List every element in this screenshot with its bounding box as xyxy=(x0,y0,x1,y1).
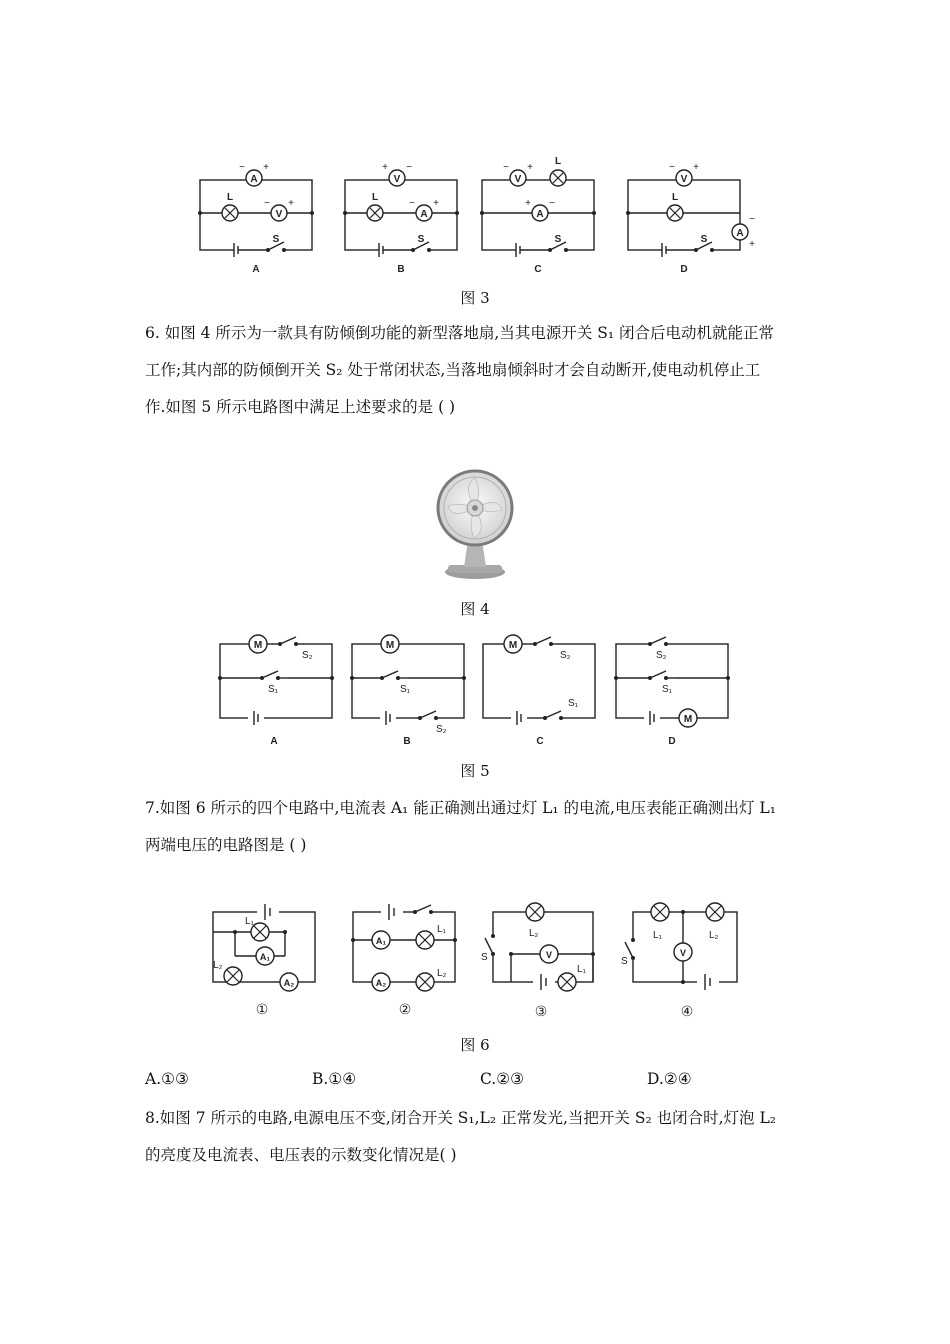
fig6-l2-3: L₂ xyxy=(529,928,539,939)
fig6-l1-4: L₁ xyxy=(653,930,662,941)
fig5-s2-a: S₂ xyxy=(302,650,313,661)
fig3-ammeter-c: A xyxy=(536,209,544,220)
fig5-s2-c: S₂ xyxy=(560,650,571,661)
fig3-label-c: C xyxy=(534,264,542,275)
fig6-v-4: V xyxy=(679,948,687,958)
q7-option-a: A.①③ xyxy=(145,1070,189,1088)
fig6-l2-2: L₂ xyxy=(437,968,447,979)
figure-4-caption: 图 4 xyxy=(460,600,490,618)
q6-line-2: 工作;其内部的防倾倒开关 S₂ 处于常闭状态,当落地扇倾斜时才会自动断开,使电动机停止工 xyxy=(145,361,761,379)
fig6-v-3: V xyxy=(545,950,553,960)
fig3-sign: + xyxy=(527,162,533,173)
fig3-label-a: A xyxy=(252,264,260,275)
fig6-s-3: S xyxy=(481,952,488,963)
fig5-s2-d: S₂ xyxy=(656,650,667,661)
fig3-sign: + xyxy=(433,198,439,209)
q6-line-3: 作.如图 5 所示电路图中满足上述要求的是 ( ) xyxy=(145,398,456,416)
fig3-sign: + xyxy=(525,198,531,209)
figure-3 xyxy=(190,150,760,280)
fig6-a1-1: A₁ xyxy=(259,952,271,962)
fan-illustration xyxy=(430,468,520,583)
fig3-sign: − xyxy=(264,198,270,209)
fig5-s1-a: S₁ xyxy=(268,684,279,695)
fig6-a1-2: A₁ xyxy=(375,936,387,946)
fig6-a2-2: A₂ xyxy=(375,978,387,988)
figure-6-caption: 图 6 xyxy=(460,1036,490,1054)
fig6-l1-1: L₁ xyxy=(245,916,254,927)
fig3-switch-b: S xyxy=(417,234,425,245)
fig3-lamp-d: L xyxy=(671,192,679,203)
fig3-label-b: B xyxy=(397,264,405,275)
fig6-l2-4: L₂ xyxy=(709,930,719,941)
figure-3-caption: 图 3 xyxy=(460,289,490,307)
q8-line-2: 的亮度及电流表、电压表的示数变化情况是( ) xyxy=(145,1146,457,1164)
fig3-sign: − xyxy=(406,162,412,173)
fig5-label-c: C xyxy=(536,736,544,747)
fig3-lamp-a: L xyxy=(226,192,234,203)
fig3-sign: − xyxy=(669,162,675,173)
fig3-sign: + xyxy=(749,239,755,250)
fig5-s1-b: S₁ xyxy=(400,684,411,695)
fig3-switch-c: S xyxy=(554,234,562,245)
fig5-motor-b: M xyxy=(385,640,395,651)
fig5-motor-c: M xyxy=(508,640,518,651)
figure-5 xyxy=(210,632,750,750)
fig3-sign: + xyxy=(693,162,699,173)
q8-line-1: 8.如图 7 所示的电路,电源电压不变,闭合开关 S₁,L₂ 正常发光,当把开关 S₂ 也闭合时,灯泡 L₂ xyxy=(145,1109,776,1127)
fig6-l2-1: L₂ xyxy=(213,960,223,971)
fig5-motor-d: M xyxy=(683,714,693,725)
fig6-s-4: S xyxy=(621,956,628,967)
fig3-voltmeter-b: V xyxy=(393,174,401,185)
fig3-sign: + xyxy=(263,162,269,173)
fig5-label-d: D xyxy=(668,736,676,747)
fig3-switch-a: S xyxy=(272,234,280,245)
fig5-s1-c: S₁ xyxy=(568,698,579,709)
fig3-label-d: D xyxy=(680,264,688,275)
fig3-sign: − xyxy=(749,214,755,225)
fig3-sign: + xyxy=(288,198,294,209)
fig3-ammeter-a: A xyxy=(250,174,258,185)
fig6-label-2: ② xyxy=(398,1001,412,1017)
q6-line-1: 6. 如图 4 所示为一款具有防倾倒功能的新型落地扇,当其电源开关 S₁ 闭合后电动机就能正常 xyxy=(145,324,775,342)
fig3-sign: + xyxy=(382,162,388,173)
fig6-label-1: ① xyxy=(255,1001,269,1017)
fig6-l1-3: L₁ xyxy=(577,964,586,975)
fig3-lamp-c: L xyxy=(554,156,562,167)
fig5-label-b: B xyxy=(403,736,411,747)
fig5-motor-a: M xyxy=(253,640,263,651)
fig6-l1-2: L₁ xyxy=(437,924,446,935)
fig3-sign: − xyxy=(549,198,555,209)
q7-option-b: B.①④ xyxy=(312,1070,357,1088)
fig3-sign: − xyxy=(503,162,509,173)
q7-option-d: D.②④ xyxy=(647,1070,692,1088)
fig3-sign: − xyxy=(239,162,245,173)
q7-line-2: 两端电压的电路图是 ( ) xyxy=(145,836,307,854)
figure-5-caption: 图 5 xyxy=(460,762,490,780)
fig3-ammeter-d: A xyxy=(736,228,744,239)
fig3-ammeter-b: A xyxy=(420,209,428,220)
question-8 xyxy=(145,1100,815,1174)
fig6-label-3: ③ xyxy=(534,1003,548,1019)
fig6-a2-1: A₂ xyxy=(283,978,295,988)
fig3-voltmeter-a: V xyxy=(275,209,283,220)
q7-option-c: C.②③ xyxy=(480,1070,525,1088)
fig6-label-4: ④ xyxy=(680,1003,694,1019)
fig5-s1-d: S₁ xyxy=(662,684,673,695)
figure-6 xyxy=(205,898,750,1023)
question-6 xyxy=(145,315,815,426)
fig3-lamp-b: L xyxy=(371,192,379,203)
fig3-voltmeter-c: V xyxy=(514,174,522,185)
fig3-voltmeter-d: V xyxy=(680,174,688,185)
fig3-sign: − xyxy=(409,198,415,209)
fig5-s2-b: S₂ xyxy=(436,724,447,735)
fig3-switch-d: S xyxy=(700,234,708,245)
fig5-label-a: A xyxy=(270,736,278,747)
q7-line-1: 7.如图 6 所示的四个电路中,电流表 A₁ 能正确测出通过灯 L₁ 的电流,电压表能正确测出灯 L₁ xyxy=(145,799,776,817)
question-7 xyxy=(145,790,815,864)
